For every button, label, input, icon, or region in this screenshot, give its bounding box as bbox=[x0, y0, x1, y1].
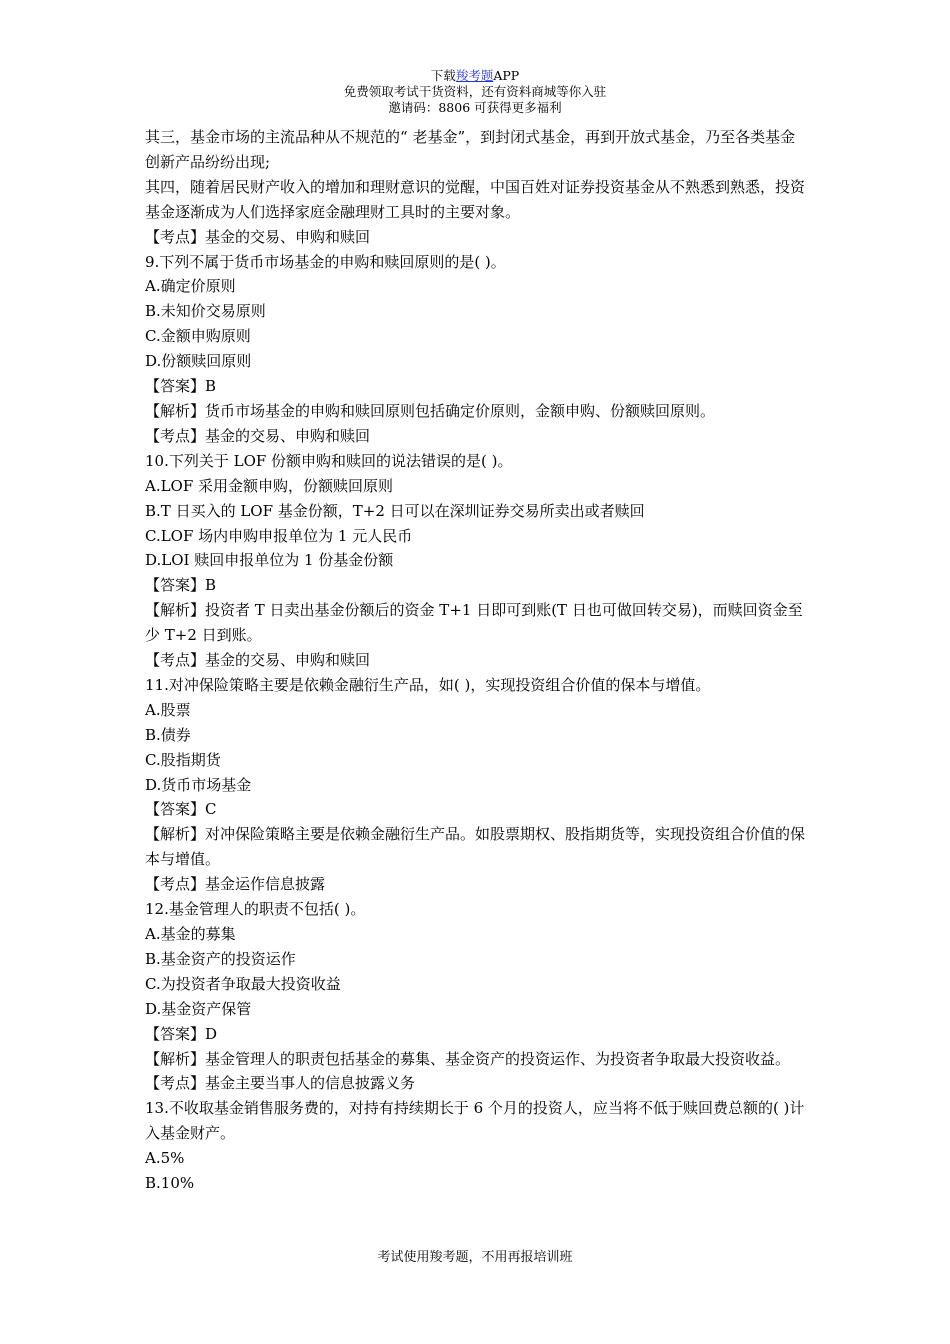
document-paragraph: 【考点】基金的交易、申购和赎回 bbox=[145, 426, 371, 445]
document-paragraph: B.未知价交易原则 bbox=[145, 302, 266, 321]
document-paragraph: C.股指期货 bbox=[145, 750, 221, 769]
document-paragraph: C.LOF 场内申购申报单位为 1 元人民币 bbox=[145, 526, 413, 545]
header-download-line bbox=[0, 68, 950, 84]
document-paragraph: D.货币市场基金 bbox=[145, 775, 252, 794]
document-paragraph: 【答案】B bbox=[145, 377, 217, 396]
document-paragraph: 【考点】基金主要当事人的信息披露义务 bbox=[145, 1074, 416, 1093]
document-paragraph: D.份额赎回原则 bbox=[145, 352, 252, 371]
page-header bbox=[0, 68, 950, 116]
document-paragraph: C.为投资者争取最大投资收益 bbox=[145, 974, 341, 993]
document-paragraph: 【解析】投资者 T 日卖出基金份额后的资金 T+1 日即可到账(T 日也可做回转交易)，而赎回资金至少 T+2 日到账。 bbox=[145, 601, 803, 645]
document-paragraph: 其四，随着居民财产收入的增加和理财意识的觉醒，中国百姓对证券投资基金从不熟悉到熟悉，投资基金逐渐成为人们选择家庭金融理财工具时的主要对象。 bbox=[145, 177, 806, 221]
document-paragraph: A.股票 bbox=[145, 700, 191, 719]
document-paragraph: 【解析】货币市场基金的申购和赎回原则包括确定价原则，金额申购、份额赎回原则。 bbox=[145, 401, 716, 420]
document-paragraph: C.金额申购原则 bbox=[145, 327, 251, 346]
document-paragraph: 【答案】C bbox=[145, 800, 217, 819]
document-paragraph: B.债券 bbox=[145, 725, 191, 744]
document-paragraph: 【答案】B bbox=[145, 576, 217, 595]
app-link[interactable]: 羧考题 bbox=[455, 68, 494, 83]
page-footer: 考试使用羧考题，不用再报培训班 bbox=[377, 1250, 573, 1265]
document-paragraph: 【考点】基金运作信息披露 bbox=[145, 875, 326, 894]
document-paragraph: B.T 日买入的 LOF 基金份额，T+2 日可以在深圳证券交易所卖出或者赎回 bbox=[145, 501, 645, 520]
document-paragraph: D.LOI 赎回申报单位为 1 份基金份额 bbox=[145, 551, 394, 570]
header-download-suffix: APP bbox=[493, 68, 520, 83]
document-paragraph: 【考点】基金的交易、申购和赎回 bbox=[145, 651, 371, 670]
document-paragraph: 11.对冲保险策略主要是依赖金融衍生产品，如( )，实现投资组合价值的保本与增值。 bbox=[145, 675, 711, 694]
header-promo-text: 免费领取考试干货资料，还有资料商城等你入驻 bbox=[343, 84, 607, 99]
document-paragraph: A.5% bbox=[145, 1149, 185, 1168]
document-paragraph: B.10% bbox=[145, 1174, 195, 1193]
document-paragraph: 【答案】D bbox=[145, 1024, 218, 1043]
document-paragraph: A.基金的募集 bbox=[145, 925, 236, 943]
document-body bbox=[145, 125, 810, 1196]
document-paragraph: 其三，基金市场的主流品种从不规范的“ 老基金”，到封闭式基金，再到开放式基金，乃至各类基金创新产品纷纷出现; bbox=[145, 128, 796, 171]
document-paragraph: A.LOF 采用金额申购，份额赎回原则 bbox=[145, 476, 394, 495]
document-paragraph: D.基金资产保管 bbox=[145, 999, 252, 1018]
header-invite-code: 邀请码：8806 可获得更多福利 bbox=[388, 100, 562, 115]
document-paragraph: A.确定价原则 bbox=[145, 277, 236, 296]
document-paragraph: 9.下列不属于货币市场基金的申购和赎回原则的是( )。 bbox=[145, 252, 506, 271]
document-paragraph: 【考点】基金的交易、申购和赎回 bbox=[145, 227, 371, 246]
document-paragraph: B.基金资产的投资运作 bbox=[145, 949, 296, 968]
header-download-prefix: 下载 bbox=[430, 68, 456, 83]
document-paragraph: 13.不收取基金销售服务费的，对持有持续期长于 6 个月的投资人，应当将不低于赎回费总额的( )计入基金财产。 bbox=[145, 1099, 805, 1143]
document-paragraph: 【解析】基金管理人的职责包括基金的募集、基金资产的投资运作、为投资者争取最大投资收益。 bbox=[145, 1049, 791, 1068]
document-paragraph: 12.基金管理人的职责不包括( )。 bbox=[145, 900, 366, 919]
document-paragraph: 【解析】对冲保险策略主要是依赖金融衍生产品。如股票期权、股指期货等，实现投资组合价值的保本与增值。 bbox=[145, 825, 806, 869]
document-paragraph: 10.下列关于 LOF 份额申购和赎回的说法错误的是( )。 bbox=[145, 451, 513, 470]
